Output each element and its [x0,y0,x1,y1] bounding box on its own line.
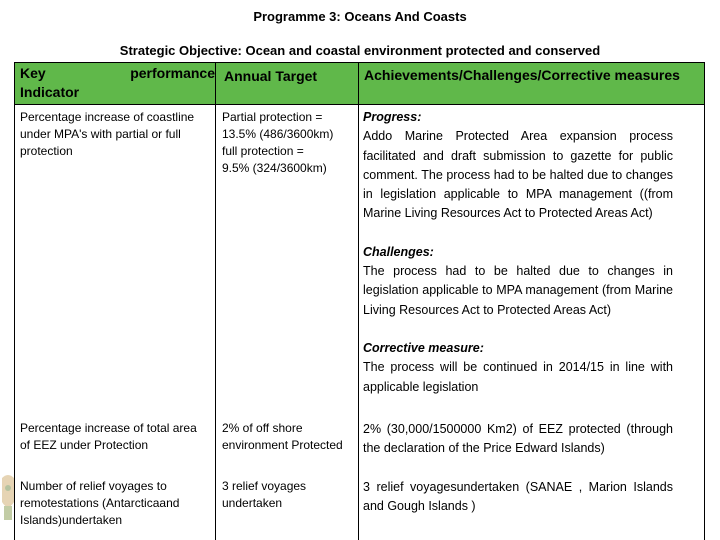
row-1-target-line-1: Partial protection = [222,110,323,124]
row-3-target: 3 relief voyages undertaken [222,479,307,510]
table-border-right [704,62,705,540]
challenges-label: Challenges: [363,244,434,259]
coat-of-arms-watermark-icon [0,472,16,528]
header-annual-target: Annual Target [224,68,318,84]
header-kpi-word-1: Key [20,65,46,81]
programme-title: Programme 3: Oceans And Coasts [253,9,467,24]
row-3-achievement: 3 relief voyagesundertaken (SANAE , Marion Islands and Gough Islands ) [363,480,673,514]
row-1-achievement [363,108,673,397]
challenges-text: The process had to be halted due to changes in legislation applicable to MPA management (from Marine Living Resources Act to Protected Areas Act) [363,264,673,317]
row-2-target: 2% of off shore environment Protected [222,421,343,452]
header-achievements: Achievements/Challenges/Corrective measures [364,67,680,83]
row-1-target-line-3: full protection = [222,144,304,158]
table-border-col2 [358,62,359,540]
row-1-indicator: Percentage increase of coastline under MPA's with partial or full protection [20,110,195,158]
row-2-achievement: 2% (30,000/1500000 Km2) of EEZ protected (through the declaration of the Price Edward Islands) [363,422,673,456]
header-kpi [20,62,215,104]
corrective-text: The process will be continued in 2014/15 in line with applicable legislation [363,360,673,394]
header-kpi-word-2: performance [130,65,215,81]
row-1-target-line-4: 9.5% (324/3600km) [222,161,327,175]
progress-label: Progress: [363,110,422,124]
table-border-top [14,62,705,63]
corrective-label: Corrective measure: [363,340,484,355]
row-2-indicator: Percentage increase of total area of EEZ under Protection [20,421,197,452]
header-kpi-line-2: Indicator [20,84,80,100]
table-border-left [14,62,15,540]
table-border-col1 [215,62,216,540]
strategic-objective: Strategic Objective: Ocean and coastal environment protected and conserved [119,43,601,58]
table-header [14,62,704,104]
row-1-target-line-2: 13.5% (486/3600km) [222,127,334,141]
row-3-indicator: Number of relief voyages to remotestations (Antarcticaand Islands)undertaken [20,479,180,527]
header-separator [14,104,705,105]
progress-text: Addo Marine Protected Area expansion process facilitated and draft submission to gazette for public comment. The process had to be halted due to changes in legislation applicable to MPA management ((from Marine Living Resources Act to Protected Areas Act) [363,129,673,221]
row-1-target [222,109,357,177]
